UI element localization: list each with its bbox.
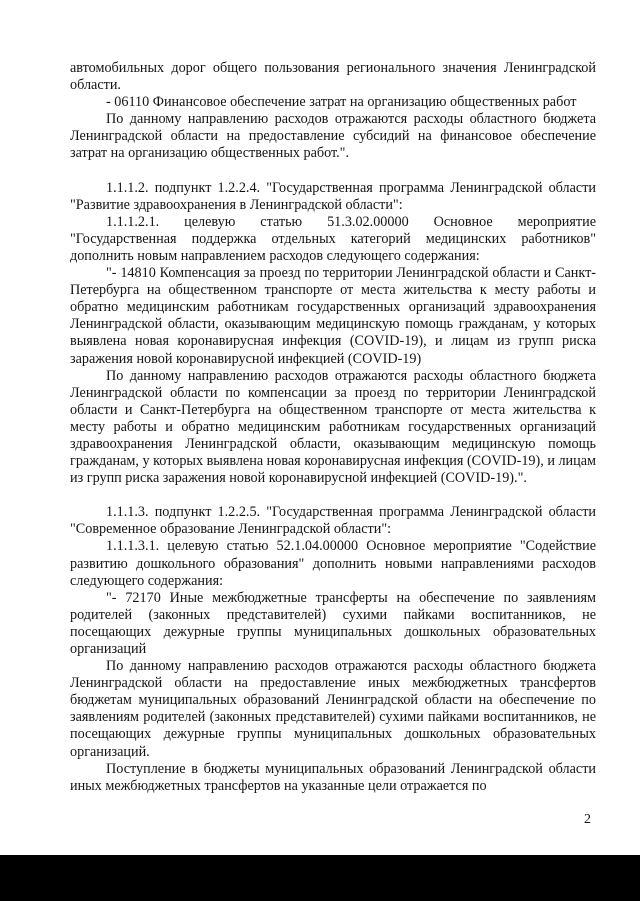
page-number: 2 (584, 812, 591, 827)
paragraph: автомобильных дорог общего пользования регионального значения Ленинградской области. (70, 60, 596, 94)
paragraph: 1.1.1.2.1. целевую статью 51.3.02.00000 Основное мероприятие "Государственная поддержка отдельных категорий медицинских работников" дополнить новым направлением расходов следующего содержания: (70, 213, 596, 264)
paragraph: По данному направлению расходов отражаются расходы областного бюджета Ленинградской области на предоставление субсидий на финансовое обеспечение затрат на организацию общественных работ.". (70, 111, 596, 162)
paragraph-spacer (70, 163, 596, 180)
paragraph: Поступление в бюджеты муниципальных образований Ленинградской области иных межбюджетных трансфертов на указанные цели отражается по (70, 760, 596, 794)
paragraph: 1.1.1.3.1. целевую статью 52.1.04.00000 Основное мероприятие "Содействие развитию дошкольного образования" дополнить новыми направлениями расходов следующего содержания: (70, 538, 596, 589)
paragraph: - 06110 Финансовое обеспечение затрат на организацию общественных работ (106, 94, 577, 111)
scan-border-bottom (0, 855, 640, 901)
paragraph: "- 72170 Иные межбюджетные трансферты на обеспечение по заявлениям родителей (законных представителей) сухими пайками воспитанников, не посещающих дежурные группы муниципальных дошкольных образовательных организаций (70, 589, 596, 657)
paragraph: 1.1.1.3. подпункт 1.2.2.5. "Государственная программа Ленинградской области "Современное образование Ленинградской области": (70, 504, 596, 538)
paragraph: "- 14810 Компенсация за проезд по территории Ленинградской области и Санкт-Петербурга на общественном транспорте от места жительства к месту работы и обратно медицинским работникам государственных организаций здравоохранения Ленинградской области, оказывающим медицинскую помощь гражданам, у которых выявлена новая коронавирусная инфекция (COVID-19), и лицам из групп риска заражения новой коронавирусной инфекцией (COVID-19) (70, 265, 596, 367)
paragraph-spacer (70, 487, 596, 504)
paragraph: 1.1.1.2. подпункт 1.2.2.4. "Государственная программа Ленинградской области "Развитие здравоохранения в Ленинградской области": (70, 179, 596, 213)
document-body (70, 60, 596, 795)
paragraph: По данному направлению расходов отражаются расходы областного бюджета Ленинградской области по компенсации за проезд по территории Ленинградской области и Санкт-Петербурга на общественном транспорте от места жительства к месту работы и обратно медицинским работникам государственных организаций здравоохранения Ленинградской области, оказывающим медицинскую помощь гражданам, у которых выявлена новая коронавирусная инфекция (COVID-19), и лицам из групп риска заражения новой коронавирусной инфекцией (COVID-19).". (70, 367, 597, 487)
paragraph: По данному направлению расходов отражаются расходы областного бюджета Ленинградской области на предоставление иных межбюджетных трансфертов бюджетам муниципальных образований Ленинградской области на обеспечение по заявлениям родителей (законных представителей) сухими пайками воспитанников, не посещающих дежурные группы муниципальных дошкольных образовательных организаций. (70, 658, 596, 760)
